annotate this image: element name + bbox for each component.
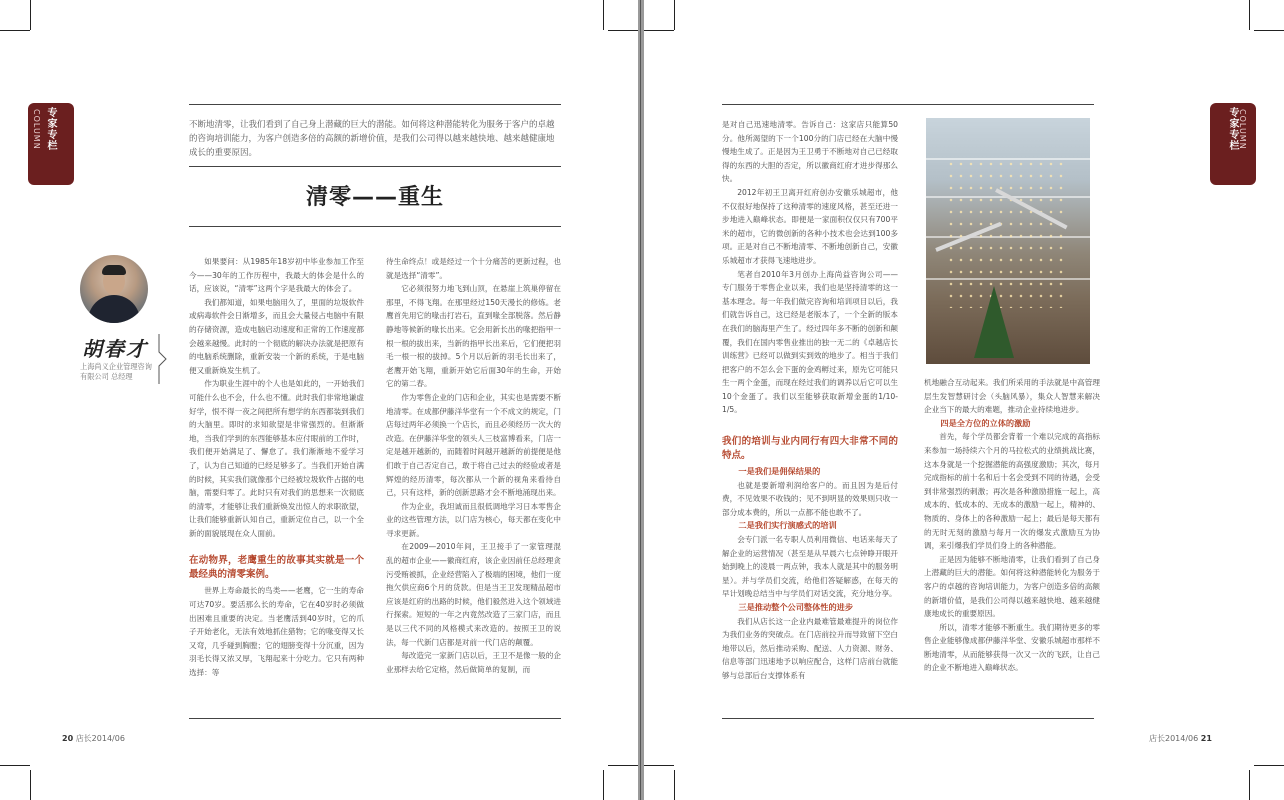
crop-mark — [0, 30, 30, 31]
crop-mark — [603, 770, 604, 800]
paragraph: 首先，每个学员都会背着一个难以完成的高指标来参加一场持续六个月的马拉松式的业绩挑战比赛，这本身就是一个挖掘潜能的高强度激励；其次，每月完成指标的前十名和后十名会受到不同的待遇，会受到非常强烈的刺激；再次是各种激励措施一起上，高成本的、低成本的、无成本的激励一起上，精神的、物质的、身体上的各种激励一起上；最后是每天都有的无时无刻的激励与每月一次的爆发式激励互为协调，来引爆我们学员们身上的各种潜能。 — [924, 432, 1100, 551]
paragraph: 机地融合互动起来。我们所采用的手法就是中高管理层生发智慧研讨会（头脑风暴），集众人智慧来解决企业当下的最大的难题，推动企业持续地进步。 — [924, 378, 1100, 415]
sub-heading: 三是推动整个公司整体性的进步 — [738, 602, 854, 612]
paragraph: 待生命终点！或是经过一个十分痛苦的更新过程，也就是选择“清零”。 — [386, 257, 561, 280]
paragraph: 它必须很努力地飞到山顶，在悬崖上筑巢停留在那里，不得飞翔。在那里经过150天漫长的修炼。老鹰首先用它的喙击打岩石，直到喙全部脱落。然后静静地等候新的喙长出来。它会用新长出的喙把指甲一根一根的拔出来，当新的指甲长出来后，它们便把羽毛一根一根的拔掉。5个月以后新的羽毛长出来了，老鹰开始飞翔，重新开始它后面30年的生命，开始它的第二春。 — [386, 284, 561, 389]
paragraph: 我们都知道，如果电脑用久了，里面的垃圾软件或病毒软件会日渐增多，而且会大量侵占电脑中有限的存储资源，造成电脑启动速度和正常的工作速度都会越来越慢。此时的一个彻底的解决办法就是把原有的电脑系统删除，重新安装一个新的系统，于是电脑便又重新焕发生机了。 — [189, 297, 364, 375]
paragraph: 我们从店长这一企业内最难管最难提升的岗位作为我们业务的突破点。在门店前拉升而导致留下空白地带以后，然后推动采购、配送、人力资源、财务、信息等部门迅速地予以响应配合，这样门店前台就能够与总部后台支撑体系有 — [722, 616, 898, 680]
paragraph: 所以，清零才能够不断重生。我们期待更多的零售企业能够像成都伊藤洋华堂、安徽乐城超市那样不断地清零，从而能够获得一次又一次的飞跃，让自己的企业不断地进入巅峰状态。 — [924, 622, 1100, 673]
paragraph: 笔者自2010年3月创办上海尚益咨询公司——专门服务于零售企业以来，我们也是坚持清零的这一基本理念。每一年我们做完咨询和培训项目以后，我们就告诉自己，这已经是老版本了，一个全新的版本在我们的脑海里产生了。经过四年多不断的创新和颠覆，我们在国内零售业推出的独一无二的《卓越店长训练营》已经可以做到实到效的地步了。相当于我们把客户的不怎么会下蛋的金鸡孵过来，原先它可能只生一两个金蛋，而现在经过我们的调养以后它可以生10个金蛋了。我们以至能够获取新增金蛋的1/10-1/5。 — [722, 269, 898, 415]
rule — [189, 718, 561, 719]
article-title: 清零——重生 — [305, 185, 444, 210]
left-folio — [62, 733, 125, 744]
crop-mark — [603, 0, 604, 30]
rule — [189, 226, 561, 227]
paragraph: 如果要问：从1985年18岁初中毕业参加工作至今——30年的工作历程中，我最大的体会是什么的话，应该说，“清零”这两个字是我最大的体会了。 — [189, 257, 364, 294]
issue-label: 店长2014/06 — [75, 734, 125, 743]
crop-mark — [30, 0, 31, 30]
page-number: 21 — [1200, 734, 1212, 743]
author-title: 上海尚义企业管理咨询有限公司 总经理 — [80, 362, 152, 381]
crop-mark — [608, 765, 638, 766]
rule — [722, 104, 1094, 105]
paragraph: 每改造完一家新门店以后，王卫不是像一般的企业那样去给它定格，然后做简单的复制，而 — [386, 651, 561, 674]
rule — [189, 104, 561, 105]
crop-mark — [608, 30, 638, 31]
portrait-hair — [102, 265, 126, 275]
issue-label: 店长2014/06 — [1149, 734, 1199, 743]
sub-heading: 二是我们实行演感式的培训 — [738, 520, 837, 531]
paragraph: 在2009—2010年间，王卫接手了一家管理混乱的超市企业——徽商红府，该企业因前任总经理贪污受贿被抓，企业经营陷入了极端的困境，他们一度拖欠供应商6个月的货款。但是当王卫发现精品超市应该是红府的出路的时候，他们毅然进入这个领域进行探索。短短的一年之内竟然改造了三家门店，而且是以三代不同的风格模式来改造的。按照王卫的说法，每一代新门店都是对前一代门店的颠覆。 — [386, 542, 561, 647]
crop-mark — [0, 765, 30, 766]
crop-mark — [1249, 770, 1250, 800]
paragraph: 世界上寿命最长的鸟类——老鹰，它一生的寿命可达70岁。要活那么长的寿命，它在40岁时必须做出困难且重要的决定。当老鹰活到40岁时，它的爪子开始老化，无法有效地抓住猎物；它的喙变得又长又弯，几乎碰到胸膛；它的翅膀变得十分沉重，因为羽毛长得又浓又厚，飞翔起来十分吃力。它只有两种选择：等 — [189, 586, 364, 678]
paragraph: 是对自己迅速地清零。告诉自己：这家店只能算50分。他所渴望的下一个100分的门店已经在大脑中慢慢地生成了。正是因为王卫勇于不断地对自己已经取得的东西的大胆的否定，所以徽商红府才进步得那么快。 — [722, 120, 898, 184]
column-tab-en: COLUMN — [1238, 109, 1247, 150]
article-column-4 — [924, 376, 1100, 700]
portrait-body — [88, 295, 140, 323]
author-name: 胡春才 — [82, 337, 148, 361]
page-number: 20 — [62, 734, 74, 743]
column-tab — [28, 103, 74, 185]
crop-mark — [644, 30, 674, 31]
article-column-3 — [722, 118, 898, 700]
christmas-tree-icon — [974, 286, 1014, 358]
column-tab — [1210, 103, 1256, 185]
column-tab-label: 专家专栏 — [45, 107, 56, 151]
article-column-1 — [189, 255, 364, 700]
paragraph: 也就是要新增利润给客户的。而且因为是后付费，不见效果不收钱的；见不到明显的效果则只收一部分成本费的，所以一点都不能也敢不了。 — [722, 480, 898, 517]
paragraph: 作为零售企业的门店和企业，其实也是需要不断地清零。在成都伊藤洋华堂有一个不成文的规定，门店每过两年必须换一个店长，而且必须经历一次大的改造。在伊藤洋华堂的领头人三枝富博看来，门店一定是越开越新的，而随着时间越开越新的前提便是他们敢于自己否定自己，敢于将自己过去的经验或者是辉煌的经历清零，每次都从一个新的视角来看待自己，只有这样，新的创新思路才会不断地涌现出来。 — [386, 392, 561, 498]
crop-mark — [1249, 0, 1250, 30]
right-folio — [1149, 733, 1212, 744]
crop-mark — [674, 770, 675, 800]
crop-mark — [30, 770, 31, 800]
column-tab-en: COLUMN — [32, 109, 41, 150]
paragraph: 作为职业生涯中的个人也是如此的，一开始我们可能什么也不会，什么也不懂。此时我们非常地谦虚好学，恨不得一夜之间把所有想学的东西都装到我们的大脑里。即时的求知欲望是非常强烈的。但渐渐地，当我们学到的东西能够基本应付眼前的工作时，我们便开始满足了、懈怠了。我们渐渐地不爱学习了，认为自己知道的已经足够多了。当我们开始自满的时候，其实我们就像那个已经被垃圾软件占据的电脑，需要归零了。此时只有对我们的思想来一次彻底的清零，才能够让我们重新焕发出惊人的求职欲望，让我们能够重新认知自己，重新定位自己，以一个全新的面貌展现在众人面前。 — [189, 379, 364, 538]
section-heading: 在动物界，老鹰重生的故事其实就是一个最经典的清零案例。 — [189, 555, 364, 581]
rule — [722, 718, 1094, 719]
column-tab-label: 专家专栏 — [1227, 107, 1238, 151]
intro-paragraph: 不断地清零，让我们看到了自己身上潜藏的巨大的潜能。如何将这种潜能转化为服务于客户的卓越的咨询培训能力，为客户创造多倍的高额的新增价值，是我们公司得以越来越快地、越来越健康地成长的重要原因。 — [189, 120, 555, 158]
rule — [189, 166, 561, 167]
paragraph: 作为企业，我坦诚而且很低调地学习日本零售企业的这些管理方法，以门店为核心，每天都在变化中寻求更新。 — [386, 501, 561, 538]
article-column-2 — [386, 255, 561, 700]
paragraph: 2012年初王卫离开红府创办安徽乐城超市，他不仅很好地保持了这种清零的速度风格，甚至还进一步地进入巅峰状态。即便是一家面积仅仅只有700平米的超市，它的微创新的各种小技术也会达到100多项。正是对自己不断地清零、不断地创新自己，安徽乐城超市才获得飞速地进步。 — [722, 187, 898, 265]
paragraph: 正是因为能够不断地清零，让我们看到了自己身上潜藏的巨大的潜能。如何将这种潜能转化为服务于客户的卓越的咨询培训能力，为客户创造多倍的高额的新增价值，是我们公司得以越来越快地、越来越健康地成长的重要原因。 — [924, 554, 1100, 619]
section-heading: 我们的培训与业内同行有四大非常不同的特点。 — [722, 436, 898, 462]
crop-mark — [1254, 765, 1284, 766]
sub-heading: 一是我们是佣保结果的 — [738, 466, 821, 477]
mall-photo — [926, 118, 1090, 364]
right-page — [644, 0, 1284, 800]
sub-heading: 四是全方位的立体的激励 — [940, 417, 1031, 428]
paragraph: 会专门派一名专职人员利用微信、电话来每天了解企业的运营情况（甚至是从早晨六七点钟睁开眼开始到晚上的凌晨一两点钟，我本人就是其中的服务明星）。并与学员们交流，给他们答疑解惑，在每天的早计划晚总结当中与学员们对话交流，充分地分享。 — [722, 535, 898, 599]
crop-mark — [674, 0, 675, 30]
crop-mark — [1254, 30, 1284, 31]
left-page — [0, 0, 638, 800]
crop-mark — [644, 765, 674, 766]
author-bracket-icon — [158, 334, 168, 384]
author-portrait — [80, 255, 148, 323]
